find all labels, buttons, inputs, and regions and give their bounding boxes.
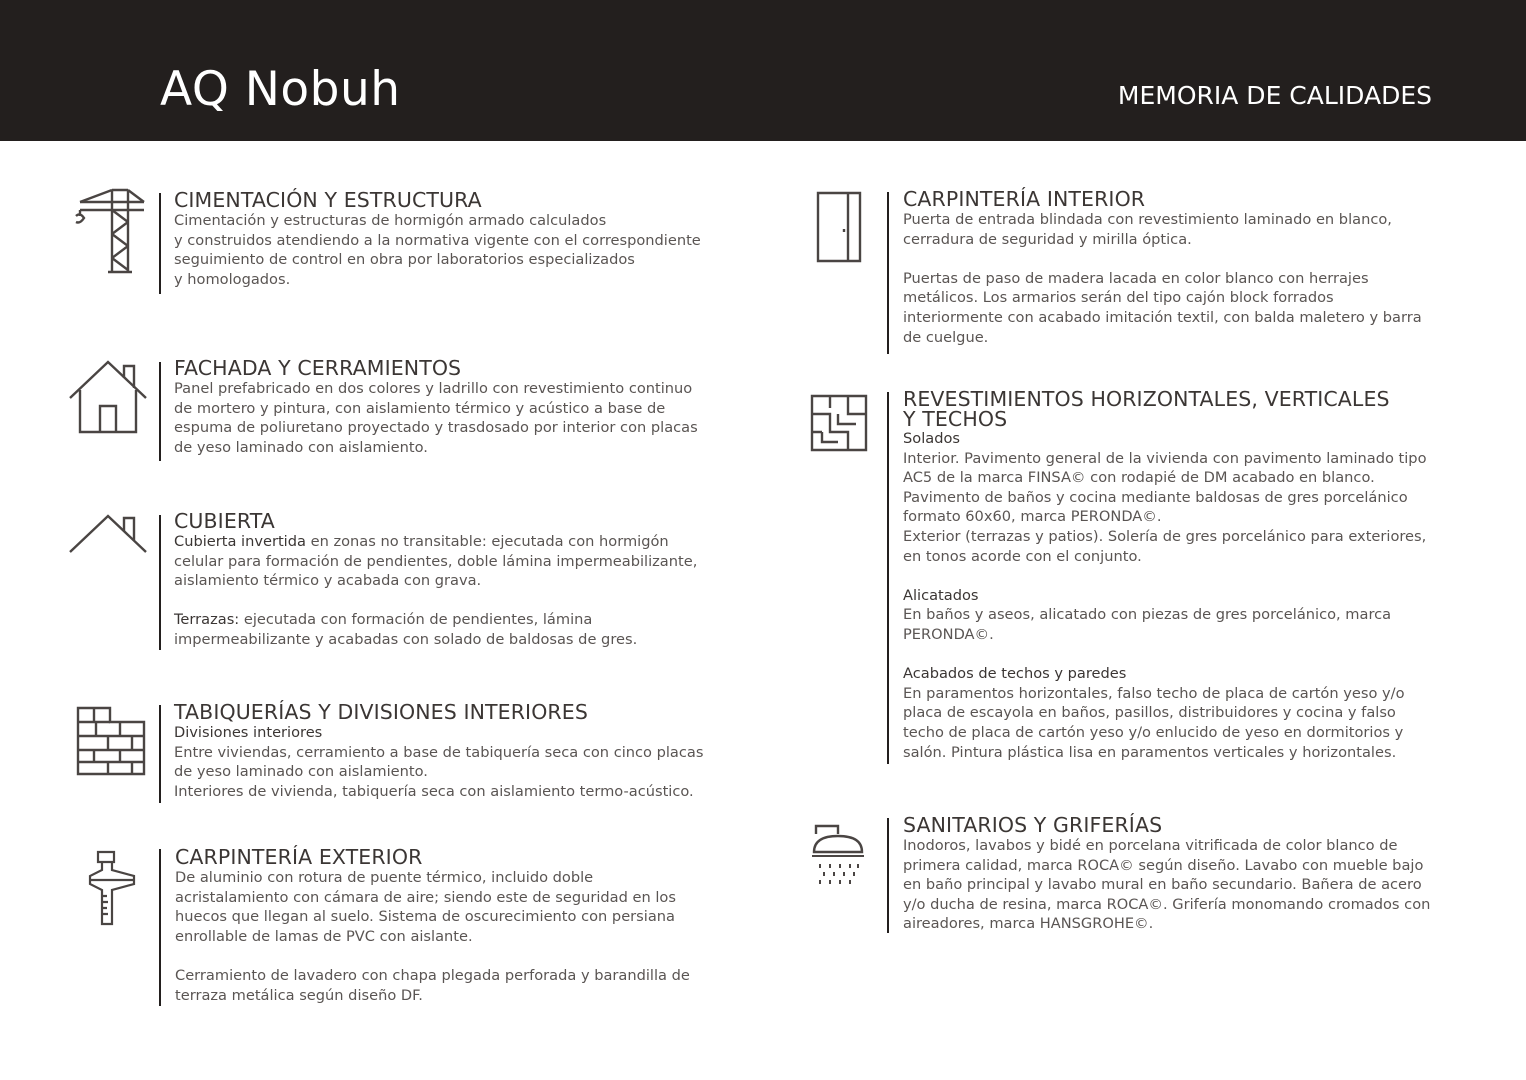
text-lead: Cubierta invertida [174,533,306,550]
section-carpinteria-interior [903,189,1443,347]
section-subtitle: Alicatados [903,586,979,604]
section-text: En baños y aseos, alicatado con piezas de gres porcelánico, marca PERONDA©. [903,606,1392,643]
section-divider [159,515,161,650]
section-text: Puerta de entrada blindada con revestimiento laminado en blanco, cerradura de seguridad y mirilla óptica. [903,211,1392,248]
window-profile-icon [88,850,136,926]
section-text: De aluminio con rotura de puente térmico, incluido doble acristalamiento con cámara de aire; siendo este de seguridad en los huecos que llegan al suelo. Sistema de oscurecimiento con persiana enrollable de lamas de PVC con aislante. [175,869,676,945]
section-title: CIMENTACIÓN Y ESTRUCTURA [174,188,482,212]
roof-icon [68,512,148,556]
section-revestimientos [903,389,1463,762]
section-title: TABIQUERÍAS Y DIVISIONES INTERIORES [174,700,588,724]
text-lead: Terrazas: [174,611,240,629]
section-divider [887,392,889,764]
section-tabiquerias [174,702,734,801]
text-body: ejecutada con formación de pendientes, lámina impermeabilizante y acabadas con solado de baldosas de gres. [174,611,638,648]
section-text: Cerramiento de lavadero con chapa plegada perforada y barandilla de terraza metálica según diseño DF. [175,966,690,1004]
door-icon [814,191,864,265]
document-title: MEMORIA DE CALIDADES [1117,81,1432,110]
section-text: Cimentación y estructuras de hormigón armado calculados y construidos atendiendo a la normativa vigente con el correspondiente seguimiento de control en obra por laboratorios especializados y homologados. [174,212,701,288]
section-cubierta [174,511,714,650]
house-icon [68,360,148,436]
brick-wall-icon [76,706,146,776]
section-divider [887,192,889,354]
section-cimentacion [174,190,714,289]
brand-name: AQ Nobuh [160,62,401,117]
section-sanitarios [903,815,1463,934]
section-text: Inodoros, lavabos y bidé en porcelana vitrificada de color blanco de primera calidad, marca ROCA© según diseño. Lavabo con mueble bajo en baño principal y lavabo mural en baño secundario. Bañera de acero y/o ducha de resina, marca ROCA©. Grifería monomando cromados con aireadores, marca HANSGROHE©. [903,837,1431,933]
section-title: REVESTIMIENTOS HORIZONTALES, VERTICALES Y TECHOS [903,387,1390,431]
section-title: CARPINTERÍA EXTERIOR [175,845,423,869]
section-fachada [174,358,714,457]
section-subtitle: Acabados de techos y paredes [903,665,1127,683]
section-text [174,532,714,591]
section-carpinteria-exterior [175,847,715,1005]
section-subtitle: Divisiones interiores [174,724,323,741]
crane-icon [74,188,150,274]
section-divider [159,362,161,461]
section-text: Puertas de paso de madera lacada en color blanco con herrajes metálicos. Los armarios serán del tipo cajón block forrados interiormente con acabado imitación textil, con balda maletero y barra de cuelgue. [903,269,1422,346]
section-divider [159,193,161,294]
section-title: FACHADA Y CERRAMIENTOS [174,356,462,380]
section-text: Panel prefabricado en dos colores y ladrillo con revestimiento continuo de mortero y pintura, con aislamiento térmico y acústico a base de espuma de poliuretano proyectado y trasdosado por interior con placas de yeso laminado con aislamiento. [174,380,698,456]
section-divider [159,849,161,1006]
section-subtitle: Solados [903,430,960,447]
text-body: en zonas no transitable: ejecutada con hormigón celular para formación de pendientes, doble lámina impermeabilizante, aislamiento térmico y acabada con grava. [174,533,698,590]
section-title: CARPINTERÍA INTERIOR [903,187,1146,211]
shower-icon [810,820,864,892]
section-text: Entre viviendas, cerramiento a base de tabiquería seca con cinco placas de yeso laminado con aislamiento. Interiores de vivienda, tabiquería seca con aislamiento termo-acústico. [174,743,704,800]
tiles-icon [810,394,868,452]
section-text [174,610,714,649]
header-bar [0,0,1526,141]
section-title: CUBIERTA [174,509,275,533]
section-divider [159,705,161,803]
section-title: SANITARIOS Y GRIFERÍAS [903,813,1163,837]
section-text: En paramentos horizontales, falso techo de placa de cartón yeso y/o placa de escayola en baños, pasillos, distribuidores y cocina y falso techo de placa de cartón yeso y/o enlucido de yeso en dormitorios y salón. Pintura plástica lisa en paramentos verticales y horizontales. [903,684,1405,761]
section-text: Interior. Pavimento general de la vivienda con pavimento laminado tipo AC5 de la marca FINSA© con rodapié de DM acabado en blanco. Pavimento de baños y cocina mediante baldosas de gres porcelánico formato 60x60, marca PERONDA©. Exterior (terrazas y patios). Solería de gres porcelánico para exteriores, en tonos acorde con el conjunto. [903,449,1427,565]
section-divider [887,818,889,933]
